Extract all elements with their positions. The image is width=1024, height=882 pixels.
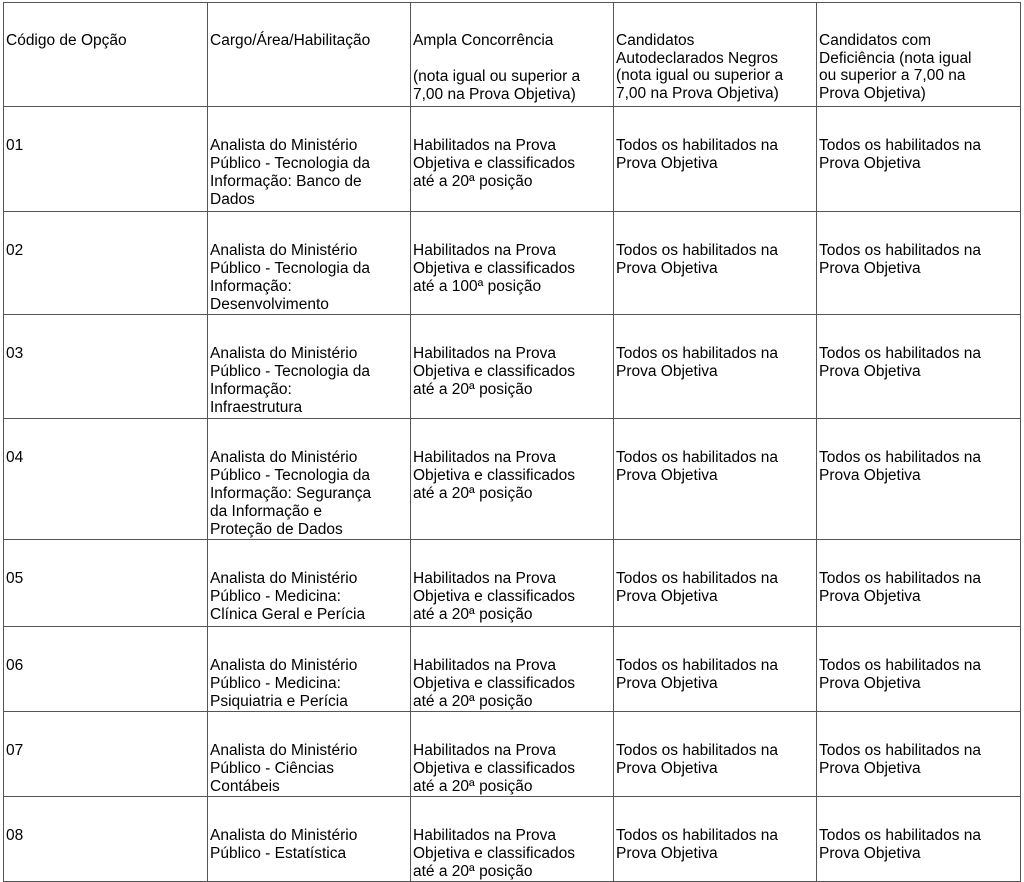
cell-cargo: Analista do Ministério Público - Tecnologia da Informação: Desenvolvimento: [208, 212, 411, 315]
table-row: [4, 627, 1021, 712]
header-deficiencia: Candidatos com Deficiência (nota igual ou superior a 7,00 na Prova Objetiva): [817, 3, 1021, 107]
cell-negros: Todos os habilitados na Prova Objetiva: [614, 627, 817, 712]
cell-code: 08: [4, 797, 208, 882]
cell-cargo: Analista do Ministério Público - Medicina: Clínica Geral e Perícia: [208, 540, 411, 627]
cell-deficiencia: Todos os habilitados na Prova Objetiva: [817, 315, 1021, 419]
cell-cargo: Analista do Ministério Público - Tecnologia da Informação: Infraestrutura: [208, 315, 411, 419]
header-ampla-title: Ampla Concorrência: [413, 32, 554, 49]
header-row: [4, 3, 1021, 107]
cell-deficiencia: Todos os habilitados na Prova Objetiva: [817, 212, 1021, 315]
table-row: [4, 712, 1021, 797]
cell-cargo: Analista do Ministério Público - Tecnologia da Informação: Segurança da Informação e Proteção de Dados: [208, 419, 411, 540]
cell-code: 04: [4, 419, 208, 540]
cell-code: 06: [4, 627, 208, 712]
cell-code: 02: [4, 212, 208, 315]
cell-ampla: Habilitados na Prova Objetiva e classificados até a 20ª posição: [411, 797, 614, 882]
cell-cargo: Analista do Ministério Público - Estatística: [208, 797, 411, 882]
cell-cargo: Analista do Ministério Público - Medicina: Psiquiatria e Perícia: [208, 627, 411, 712]
cell-ampla: Habilitados na Prova Objetiva e classificados até a 20ª posição: [411, 419, 614, 540]
header-negros: Candidatos Autodeclarados Negros (nota igual ou superior a 7,00 na Prova Objetiva): [614, 3, 817, 107]
cell-negros: Todos os habilitados na Prova Objetiva: [614, 419, 817, 540]
cell-code: 07: [4, 712, 208, 797]
table-row: [4, 797, 1021, 882]
cell-ampla: Habilitados na Prova Objetiva e classificados até a 20ª posição: [411, 540, 614, 627]
table-row: [4, 419, 1021, 540]
cell-ampla: Habilitados na Prova Objetiva e classificados até a 20ª posição: [411, 107, 614, 212]
cell-negros: Todos os habilitados na Prova Objetiva: [614, 212, 817, 315]
table-row: [4, 107, 1021, 212]
cell-cargo: Analista do Ministério Público - Tecnologia da Informação: Banco de Dados: [208, 107, 411, 212]
cell-ampla: Habilitados na Prova Objetiva e classificados até a 20ª posição: [411, 712, 614, 797]
cell-deficiencia: Todos os habilitados na Prova Objetiva: [817, 540, 1021, 627]
cell-negros: Todos os habilitados na Prova Objetiva: [614, 540, 817, 627]
cell-ampla: Habilitados na Prova Objetiva e classificados até a 20ª posição: [411, 627, 614, 712]
cell-ampla: Habilitados na Prova Objetiva e classificados até a 100ª posição: [411, 212, 614, 315]
cell-deficiencia: Todos os habilitados na Prova Objetiva: [817, 419, 1021, 540]
header-ampla: [411, 3, 614, 107]
cell-code: 01: [4, 107, 208, 212]
cell-deficiencia: Todos os habilitados na Prova Objetiva: [817, 797, 1021, 882]
classification-table: [3, 2, 1021, 882]
header-ampla-note: (nota igual ou superior a 7,00 na Prova Objetiva): [413, 68, 581, 103]
cell-code: 03: [4, 315, 208, 419]
cell-deficiencia: Todos os habilitados na Prova Objetiva: [817, 107, 1021, 212]
cell-deficiencia: Todos os habilitados na Prova Objetiva: [817, 712, 1021, 797]
cell-code: 05: [4, 540, 208, 627]
header-cargo: Cargo/Área/Habilitação: [208, 3, 411, 107]
cell-cargo: Analista do Ministério Público - Ciências Contábeis: [208, 712, 411, 797]
cell-negros: Todos os habilitados na Prova Objetiva: [614, 712, 817, 797]
table-row: [4, 212, 1021, 315]
cell-negros: Todos os habilitados na Prova Objetiva: [614, 315, 817, 419]
cell-negros: Todos os habilitados na Prova Objetiva: [614, 797, 817, 882]
cell-deficiencia: Todos os habilitados na Prova Objetiva: [817, 627, 1021, 712]
cell-ampla: Habilitados na Prova Objetiva e classificados até a 20ª posição: [411, 315, 614, 419]
table-row: [4, 540, 1021, 627]
table-row: [4, 315, 1021, 419]
header-code: Código de Opção: [4, 3, 208, 107]
cell-negros: Todos os habilitados na Prova Objetiva: [614, 107, 817, 212]
